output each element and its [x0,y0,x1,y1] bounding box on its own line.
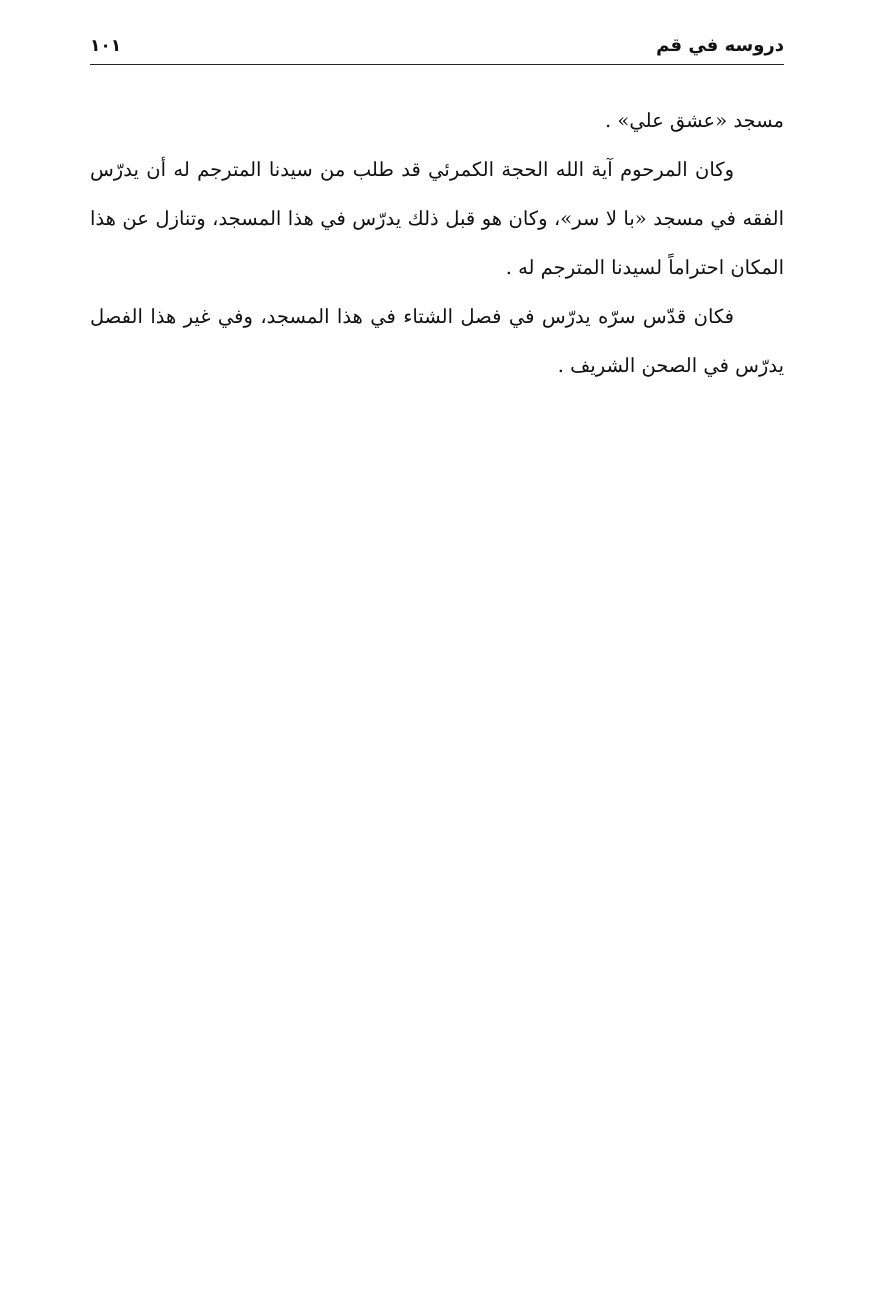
body-text [90,96,784,390]
paragraph: فكان قدّس سرّه يدرّس في فصل الشتاء في هذا المسجد، وفي غير هذا الفصل يدرّس في الصحن الشريف . [90,305,784,377]
header-title: دروسه في قم [656,35,784,56]
book-page [90,0,784,1303]
paragraph-continuation: مسجد «عشق علي» . [605,109,784,132]
page-number: ١٠١ [90,36,122,56]
running-header [90,30,784,65]
paragraph: وكان المرحوم آية الله الحجة الكمرئي قد طلب من سيدنا المترجم له أن يدرّس الفقه في مسجد «با لا سر»، وكان هو قبل ذلك يدرّس في هذا المسجد، وتنازل عن هذا المكان احتراماً لسيدنا المترجم له . [90,158,784,279]
